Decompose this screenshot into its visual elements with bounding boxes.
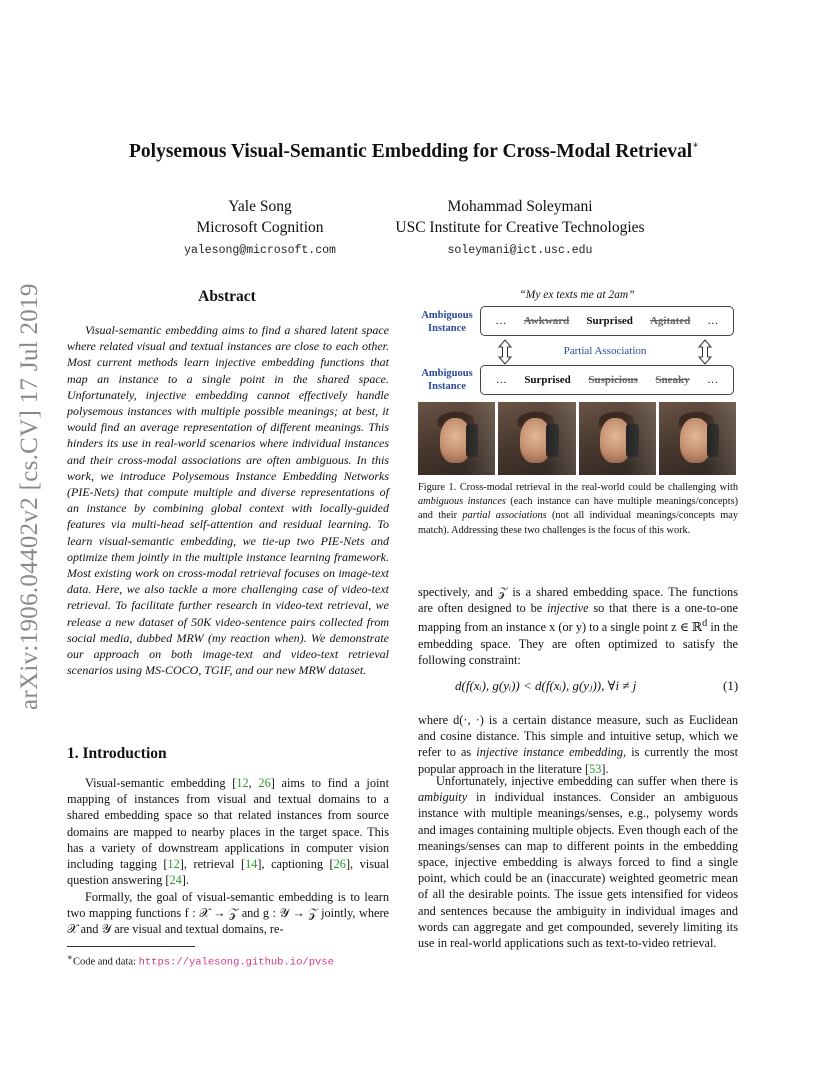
double-arrow-icon xyxy=(697,339,713,365)
footnote-rule xyxy=(67,946,195,947)
instance-box-bottom: … Surprised Suspicious Sneaky … xyxy=(480,365,734,395)
right-paragraph-2: where d(·, ·) is a certain distance measure, such as Euclidean and cosine distance. This simple and intuitive setup, which we refer to as injective instance embedding, is currently the most popular approach in the literature [53]. xyxy=(418,713,738,776)
section-heading-introduction: 1. Introduction xyxy=(67,745,167,762)
double-arrow-icon xyxy=(497,339,513,365)
citation-link[interactable]: 14 xyxy=(245,857,258,872)
author-2 xyxy=(370,196,670,257)
citation-link[interactable]: 26 xyxy=(333,857,346,872)
meaning-sneaky: Sneaky xyxy=(655,374,690,386)
ambiguous-instance-label-top: Ambiguous Instance xyxy=(421,310,473,334)
footnote: ∗Code and data: https://yalesong.github.io/pvse xyxy=(67,952,334,969)
instance-box-top: … Awkward Surprised Agitated … xyxy=(480,306,734,336)
author-2-name: Mohammad Soleymani xyxy=(447,198,593,215)
equation-1: d(f(xᵢ), g(yᵢ)) < d(f(xᵢ), g(yⱼ)), ∀i ≠ j xyxy=(455,678,637,693)
meaning-agitated: Agitated xyxy=(649,315,691,327)
citation-link[interactable]: 53 xyxy=(589,761,602,776)
meaning-awkward: Awkward xyxy=(523,315,570,327)
abstract-body: Visual-semantic embedding aims to find a shared latent space where related visual and textual instances are close to each other. Most current methods learn injective embedding functions that map an instance to a single point in the shared space. Unfortunately, injective embedding cannot effectively handle polysemous instances with multiple possible meanings; at best, it would find an average representation of different meanings. This hinders its use in real-world scenarios where individual instances and their cross-modal associations are often ambiguous. In this work, we introduce Polysemous Instance Embedding Networks (PIE-Nets) that compute multiple and diverse representations of an instance by combining global context with locally-guided features via multi-head self-attention and residual learning. To learn visual-semantic embedding, we tie-up two PIE-Nets and optimize them jointly in the multiple instance learning framework. Most existing work on cross-modal retrieval focuses on image-text data. Here, we also tackle a more challenging case of video-text retrieval. To facilitate further research in video-text retrieval, we release a new dataset of 50K video-sentence pairs collected from social media, dubbed MRW (my reaction when). We demonstrate our approach on both image-text and video-text retrieval scenarios using MS-COCO, TGIF, and our new MRW dataset. xyxy=(67,323,389,678)
figure-caption: Figure 1. Cross-modal retrieval in the real-world could be challenging with ambiguous instances (each instance can have multiple meanings/concepts) and their partial associations (not all individual meanings/concepts may match). Addressing these two challenges is the focus of this work. xyxy=(418,482,739,536)
author-1-email[interactable]: yalesong@microsoft.com xyxy=(184,244,336,257)
figure-quote: “My ex texts me at 2am” xyxy=(519,289,635,301)
arxiv-stamp: arXiv:1906.04402v2 [cs.CV] 17 Jul 2019 xyxy=(16,283,43,710)
video-frame xyxy=(418,402,495,475)
ambiguous-instance-label-bottom: Ambiguous Instance xyxy=(421,368,473,392)
title-text: Polysemous Visual-Semantic Embedding for Cross-Modal Retrieval xyxy=(129,141,693,162)
equation-number: (1) xyxy=(723,678,739,693)
title-footnote-mark: ∗ xyxy=(692,140,699,151)
author-2-email[interactable]: soleymani@ict.usc.edu xyxy=(447,244,593,257)
meaning-surprised: Surprised xyxy=(524,374,571,386)
code-link[interactable]: https://yalesong.github.io/pvse xyxy=(138,956,334,969)
intro-paragraph-2: Formally, the goal of visual-semantic embedding is to learn two mapping functions f : 𝒳 → 𝒵 and g : 𝒴 → 𝒵 jointly, where 𝒳 and 𝒴 are visual and textual domains, re- xyxy=(67,890,389,937)
meaning-surprised: Surprised xyxy=(586,315,633,327)
citation-link[interactable]: 24 xyxy=(169,873,182,888)
paper-title xyxy=(0,140,828,163)
video-frames xyxy=(418,402,736,475)
author-2-affiliation: USC Institute for Creative Technologies xyxy=(395,219,645,236)
meaning-suspicious: Suspicious xyxy=(588,374,638,386)
intro-paragraph-1: Visual-semantic embedding [12, 26] aims to find a joint mapping of instances from visual and textual domains to a shared embedding space so that related instances from source domains are mapped to nearby places in the target space. This has a variety of downstream applications in computer vision including tagging [12], retrieval [14], captioning [26], visual question answering [24]. xyxy=(67,776,390,888)
abstract-heading: Abstract xyxy=(198,288,256,305)
video-frame xyxy=(579,402,656,475)
partial-association-label: Partial Association xyxy=(563,345,647,357)
right-paragraph-3: Unfortunately, injective embedding can suffer when there is ambiguity in individual instances. Consider an ambiguous instance with multiple meanings/senses, e.g., polysemy words and images containing multiple objects. Even though each of the meanings/senses can map to different points in the embedding space, injective embedding is always forced to find a single point, which could be an (inaccurate) weighted geometric mean of all the desirable points. The issue gets intensified for videos and sentences because the ambiguity in individual images and words can aggregate and get compounded, severely limiting its use in real-world applications such as text-to-video retrieval. xyxy=(418,774,738,951)
video-frame xyxy=(498,402,575,475)
citation-link[interactable]: 26 xyxy=(258,776,271,790)
author-1 xyxy=(150,196,370,257)
video-frame xyxy=(659,402,736,475)
citation-link[interactable]: 12 xyxy=(167,857,180,872)
right-paragraph-1: spectively, and 𝒵 is a shared embedding space. The functions are often designed to be injective so that there is a one-to-one mapping from an instance x (or y) to a single point z ∈ ℝ$^d$ in the embedding space. They are often optimized to satisfy the following constraint: xyxy=(418,585,738,667)
author-1-affiliation: Microsoft Cognition xyxy=(196,219,324,236)
author-1-name: Yale Song xyxy=(228,198,292,215)
citation-link[interactable]: 12 xyxy=(236,776,249,790)
